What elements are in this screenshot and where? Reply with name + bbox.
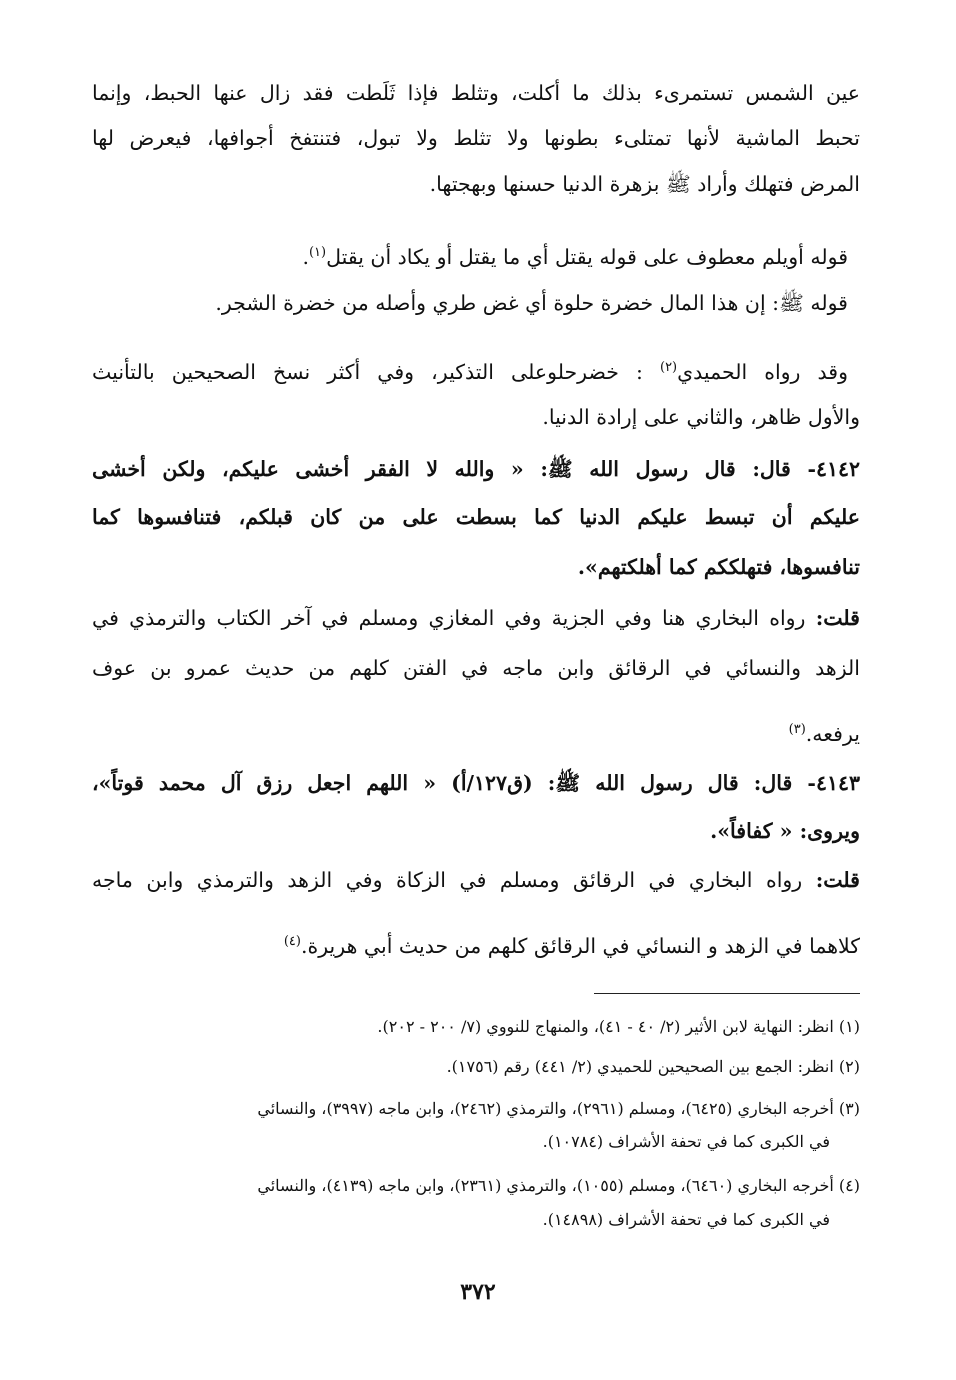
text-line: تحبط الماشية لأنها تمتلىء بطونها ولا تثلط ولا تبول، فتنتفخ أجوافها، فيعرض لها xyxy=(92,126,860,150)
footnote-4-continuation: في الكبرى كما في تحفة الأشراف (١٤٨٩٨). xyxy=(542,1210,830,1229)
footnote-3-continuation: في الكبرى كما في تحفة الأشراف (١٠٧٨٤). xyxy=(542,1132,830,1151)
hadith-4142-line: تنافسوها، فتهلككم كما أهلكتهم». xyxy=(577,555,860,579)
paragraph-khadira: قوله ﷺ: إن هذا المال خضرة حلوة أي غض طري وأصله من خضرة الشجر. xyxy=(215,291,848,315)
footnote-divider xyxy=(594,993,860,994)
text-segment: رواه البخاري في الرقائق ومسلم في الزكاة وفي الزهد والترمذي وابن ماجه xyxy=(92,868,803,892)
hadith-4143-line: ٤١٤٣- قال: قال رسول الله ﷺ: (ق١٢٧/أ) « اللهم اجعل رزق آل محمد قوتاً»، xyxy=(92,771,860,795)
hadith-4143-line: ويروى: « كفافاً». xyxy=(710,819,860,843)
page-number: ٣٧٢ xyxy=(460,1279,496,1305)
paragraph-humaydi xyxy=(92,348,848,388)
qultu-label: قلت: xyxy=(815,868,860,892)
text-line: والأول ظاهر، والثاني على إرادة الدنيا. xyxy=(542,405,860,429)
comment-4142-line xyxy=(92,710,860,754)
text-segment: رواه البخاري هنا وفي الجزية وفي المغازي ومسلم في آخر الكتاب والترمذي في xyxy=(92,606,806,630)
footnote-3: (٣) أخرجه البخاري (٦٤٢٥)، ومسلم (٢٩٦١)، والترمذي (٢٤٦٢)، وابن ماجه (٣٩٩٧)، والنسائي xyxy=(257,1099,860,1118)
footnote-4: (٤) أخرجه البخاري (٦٤٦٠)، ومسلم (١٠٥٥)، والترمذي (٢٣٦١)، وابن ماجه (٤١٣٩)، والنسائي xyxy=(257,1176,860,1195)
text-segment: يرفعه. xyxy=(805,721,860,746)
paragraph-awaylim xyxy=(92,233,848,277)
footnote-marker: (٣) xyxy=(788,722,806,737)
period: . xyxy=(302,244,309,269)
footnote-marker: (٢) xyxy=(659,360,678,375)
footnote-1: (١) انظر: النهاية لابن الأثير (٢/ ٤٠ - ٤١)، والمنهاج للنووي (٧/ ٢٠٠ - ٢٠٢). xyxy=(377,1017,860,1036)
text-segment: وقد رواه الحميدي xyxy=(677,359,848,384)
text-line: قوله أويلم معطوف على قوله يقتل أي ما يقتل أو يكاد أن يقتل xyxy=(326,244,848,269)
comment-4142-line xyxy=(92,598,860,638)
comment-4142-line: الزهد والنسائي في الرقائق وابن ماجه في الفتن كلهم من حديث عمرو بن عوف xyxy=(92,656,860,680)
qultu-label: قلت: xyxy=(815,606,860,630)
text-segment: كلاهما في الزهد و النسائي في الرقائق كلهم من حديث أبي هريرة. xyxy=(300,933,860,958)
hadith-4142-line: عليكم أن تبسط عليكم الدنيا كما بسطت على من كان قبلكم، فتنافسوها كما xyxy=(92,505,860,529)
footnote-marker: (٤) xyxy=(283,934,301,949)
footnote-2: (٢) انظر: الجمع بين الصحيحين للحميدي (٢/ ٤٤١) رقم (١٧٥٦). xyxy=(446,1057,860,1076)
comment-4143-line xyxy=(92,860,860,900)
text-line: المرض فتهلك وأراد ﷺ بزهرة الدنيا حسنها وبهجتها. xyxy=(429,172,860,196)
footnote-marker: (١) xyxy=(308,245,327,260)
comment-4143-line xyxy=(92,922,860,966)
text-line: عين الشمس تستمرىء بذلك ما أكلت، وتثلط فإذا ثَلَطت فقد زال عنها الحبط، وإنما xyxy=(92,81,860,105)
hadith-4142-line: ٤١٤٢- قال: قال رسول الله ﷺ: « والله لا الفقر أخشى عليكم، ولكن أخشى xyxy=(92,457,860,481)
text-segment: : خضرحلوعلى التذكير، وفي أكثر نسخ الصحيحين بالتأنيث xyxy=(92,359,643,384)
